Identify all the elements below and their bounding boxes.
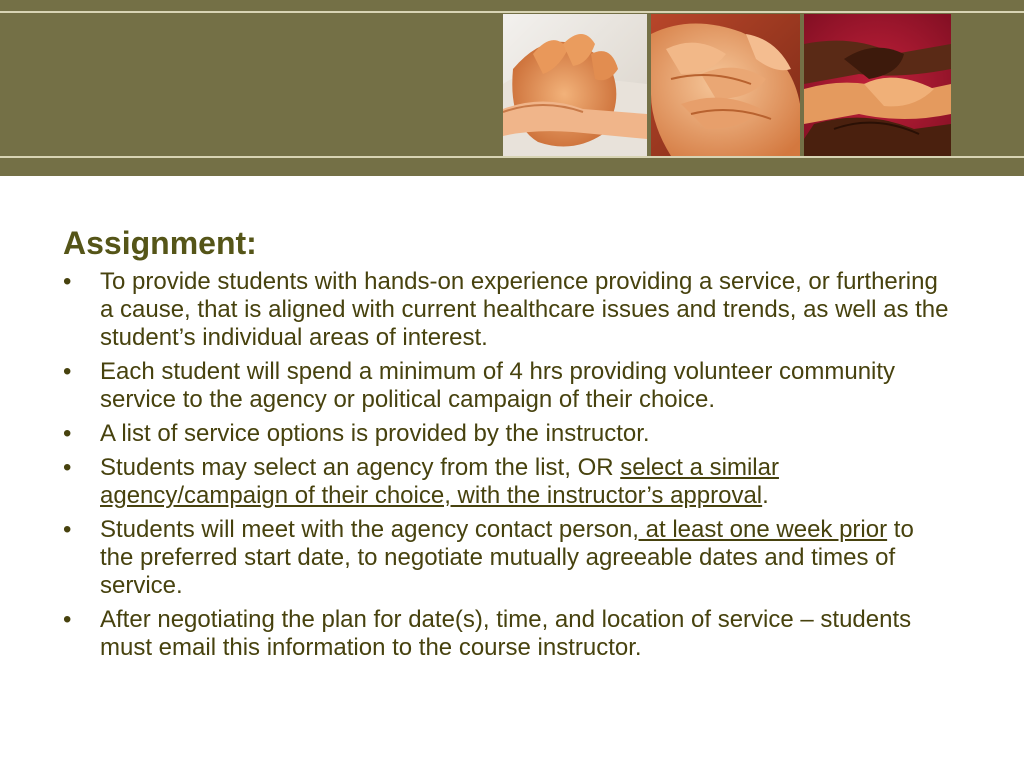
bullet-glyph: • (63, 358, 72, 385)
header-divider-top (0, 11, 1024, 13)
joined-hands-red-background-photo (804, 14, 951, 156)
bullet-glyph: • (63, 454, 72, 481)
bullet-text: To provide students with hands-on experience providing a service, or furthering a cause, that is aligned with current healthcare issues and trends, as well as the student’s individual areas of interest. (100, 268, 949, 351)
bullet-text: to the preferred start date, to negotiate mutually agreeable dates and times of service. (100, 516, 914, 599)
child-hand-holding-finger-photo (503, 14, 647, 156)
bullet-item (63, 420, 953, 448)
bullet-text: . (762, 482, 769, 509)
bullet-glyph: • (63, 516, 72, 543)
bullet-text: A list of service options is provided by the instructor. (100, 420, 650, 447)
bullet-glyph: • (63, 268, 72, 295)
bullet-item (63, 268, 953, 352)
bullet-glyph: • (63, 420, 72, 447)
bullet-text: Students will meet with the agency contact person (100, 516, 633, 543)
bullet-item (63, 516, 953, 600)
bullet-item (63, 454, 953, 510)
bullet-item (63, 358, 953, 414)
bullet-glyph: • (63, 606, 72, 633)
bullet-text: After negotiating the plan for date(s), time, and location of service – students must email this information to the course instructor. (100, 606, 912, 661)
bullet-text-underlined: select a similar agency/campaign of their choice, with the instructor’s approval (100, 454, 779, 509)
slide-heading: Assignment: (63, 225, 257, 261)
bullet-list (63, 268, 953, 662)
bullet-text: Each student will spend a minimum of 4 hrs providing volunteer community service to the agency or political campaign of their choice. (100, 358, 896, 413)
header-divider-bottom (0, 156, 1024, 158)
slide-content (63, 222, 953, 668)
clasped-hands-photo (651, 14, 800, 156)
bullet-text: Students may select an agency from the list, OR (100, 454, 621, 481)
bullet-text-underlined: , at least one week prior (632, 516, 888, 543)
header-band (0, 0, 1024, 176)
bullet-item (63, 606, 953, 662)
